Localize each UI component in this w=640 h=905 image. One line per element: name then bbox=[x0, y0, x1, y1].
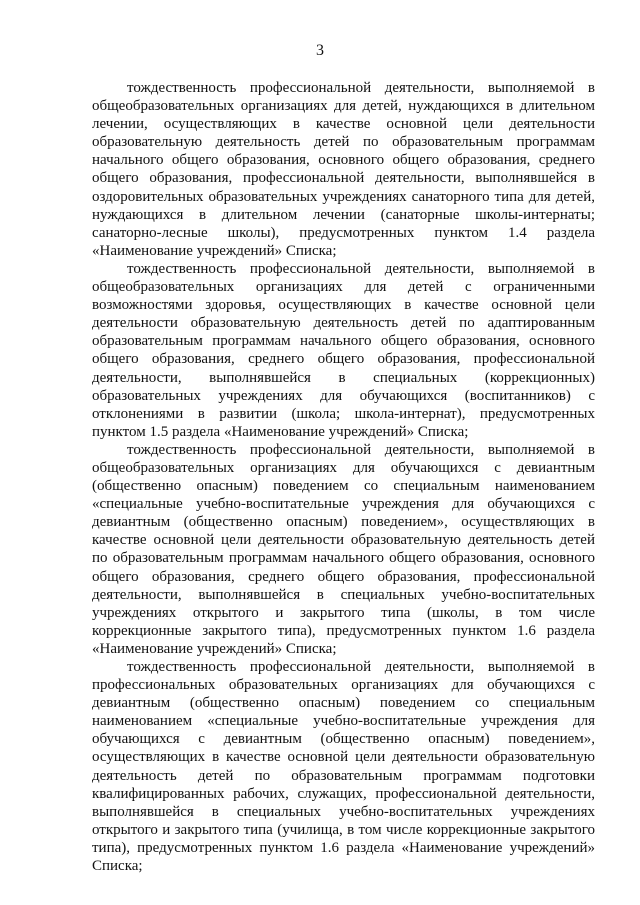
paragraph-1: тождественность профессиональной деятельности, выполняемой в общеобразовательных организациях для детей, нуждающихся в длительном лечении, осуществляющих в качестве основной цели деятельности образовательную деятельность детей по образовательным программам начального общего образования, основного общего образования, среднего общего образования, профессиональной деятельности, выполнявшейся в оздоровительных образовательных учреждениях санаторного типа для детей, нуждающихся в длительном лечении (санаторные школы-интернаты; санаторно-лесные школы), предусмотренных пунктом 1.4 раздела «Наименование учреждений» Списка; bbox=[92, 80, 595, 259]
document-body bbox=[92, 79, 595, 875]
page-number: 3 bbox=[316, 42, 324, 59]
paragraph-4: тождественность профессиональной деятельности, выполняемой в профессиональных образовательных организациях для обучающихся с девиантным (общественно опасным) поведением со специальным наименованием «специальные учебно-воспитательные учреждения для обучающихся с девиантным (общественно опасным) поведением», осуществляющих в качестве основной цели деятельности образовательную деятельность детей по образовательным программам подготовки квалифицированных рабочих, служащих, профессиональной деятельности, выполнявшейся в специальных учебно-воспитательных учреждениях открытого и закрытого типа (училища, в том числе коррекционные закрытого типа), предусмотренных пунктом 1.6 раздела «Наименование учреждений» Списка; bbox=[92, 659, 595, 875]
paragraph-2: тождественность профессиональной деятельности, выполняемой в общеобразовательных организациях для детей с ограниченными возможностями здоровья, осуществляющих в качестве основной цели деятельности образовательную деятельность детей по адаптированным образовательным программам начального общего образования, основного общего образования, среднего общего образования, профессиональной деятельности, выполнявшейся в специальных (коррекционных) образовательных учреждениях для обучающихся (воспитанников) с отклонениями в развитии (школа; школа-интернат), предусмотренных пунктом 1.5 раздела «Наименование учреждений» Списка; bbox=[92, 260, 595, 440]
paragraph-3: тождественность профессиональной деятельности, выполняемой в общеобразовательных организациях для обучающихся с девиантным (общественно опасным) поведением со специальным наименованием «специальные учебно-воспитательные учреждения для обучающихся с девиантным (общественно опасным) поведением», осуществляющих в качестве основной цели деятельности образовательную деятельность детей по образовательным программам начального общего образования, основного общего образования, среднего общего образования, профессиональной деятельности, выполнявшейся в специальных учебно-воспитательных учреждениях открытого и закрытого типа (школы, в том числе коррекционные закрытого типа), предусмотренных пунктом 1.6 раздела «Наименование учреждений» Списка; bbox=[92, 441, 595, 657]
